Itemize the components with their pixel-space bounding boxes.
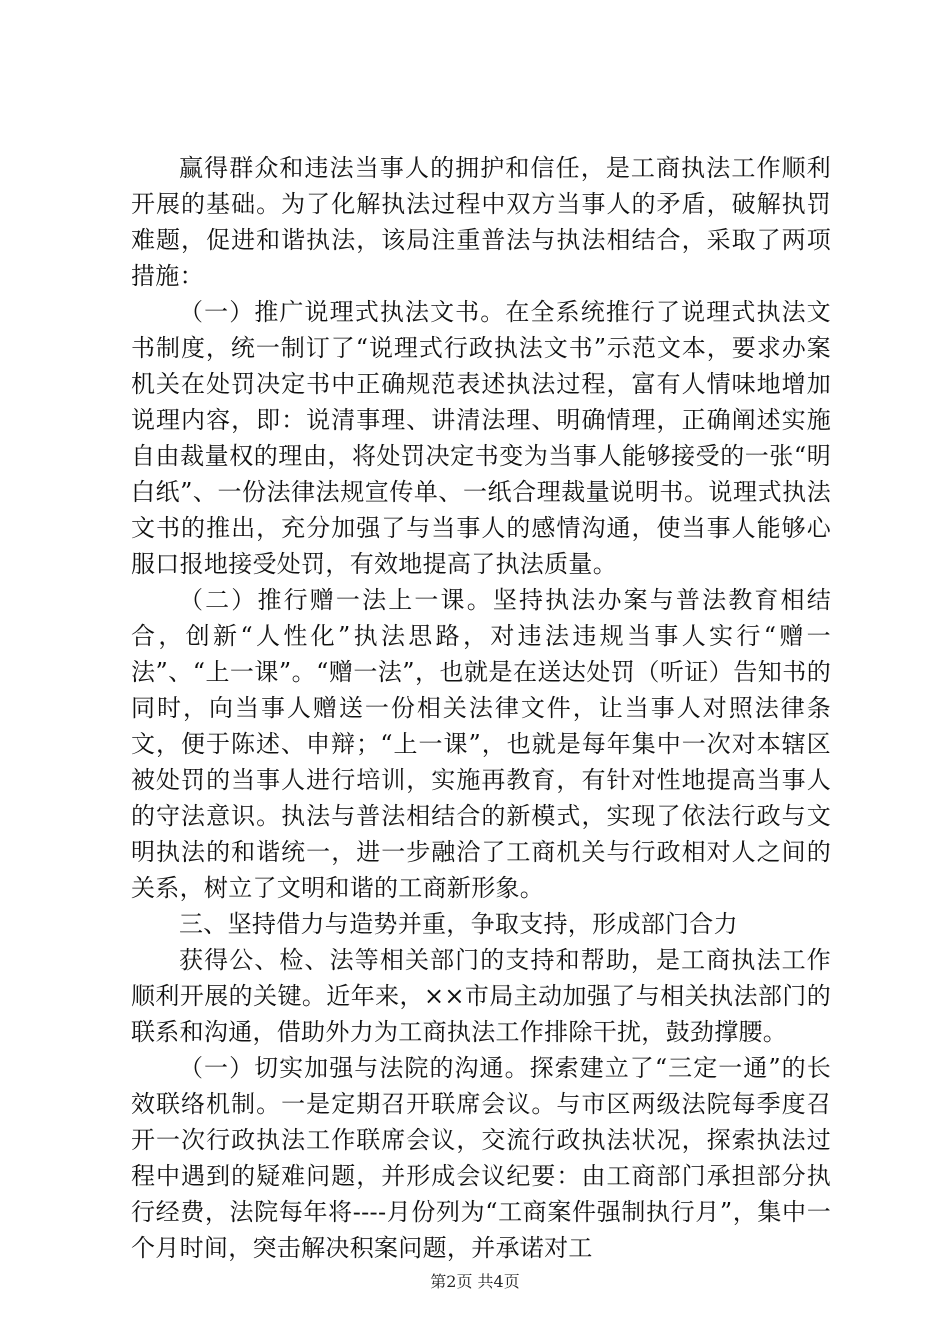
paragraph-section-3-intro: 获得公、检、法等相关部门的支持和帮助，是工商执法工作顺利开展的关键。近年来，××市局主动加强了与相关执法部门的联系和沟通，借助外力为工商执法工作排除干扰，鼓劲撑腰。: [131, 946, 831, 1046]
paragraph-item-court-communication: （一）切实加强与法院的沟通。探索建立了“三定一通”的长效联络机制。一是定期召开联席会议。与市区两级法院每季度召开一次行政执法工作联席会议，交流行政执法状况，探索执法过程中遇到的疑难问题，并形成会议纪要：由工商部门承担部分执行经费，法院每年将----月份列为“工商案件强制执行月”，集中一个月时间，突击解决积案问题，并承诺对工: [131, 1054, 831, 1262]
paragraph-item-2-gift-law-lesson: （二）推行赠一法上一课。坚持执法办案与普法教育相结合，创新“人性化”执法思路，对违法违规当事人实行“赠一法”、“上一课”。“赠一法”，也就是在送达处罚（听证）告知书的同时，向当事人赠送一份相关法律文件，让当事人对照法律条文，便于陈述、申辩；“上一课”，也就是每年集中一次对本辖区被处罚的当事人进行培训，实施再教育，有针对性地提高当事人的守法意识。执法与普法相结合的新模式，实现了依法行政与文明执法的和谐统一，进一步融洽了工商机关与行政相对人之间的关系，树立了文明和谐的工商新形象。: [131, 586, 831, 902]
page-footer: 第2页 共4页: [430, 1272, 520, 1291]
paragraph-item-1-reasoning-documents: （一）推广说理式执法文书。在全系统推行了说理式执法文书制度，统一制订了“说理式行政执法文书”示范文本，要求办案机关在处罚决定书中正确规范表述执法过程，富有人情味地增加说理内容，即：说清事理、讲清法理、明确情理，正确阐述实施自由裁量权的理由，将处罚决定书变为当事人能够接受的一张“明白纸”、一份法律法规宣传单、一纸合理裁量说明书。说理式执法文书的推出，充分加强了与当事人的感情沟通，使当事人能够心服口报地接受处罚，有效地提高了执法质量。: [131, 298, 831, 578]
paragraph-intro: 赢得群众和违法当事人的拥护和信任，是工商执法工作顺利开展的基础。为了化解执法过程中双方当事人的矛盾，破解执罚难题，促进和谐执法，该局注重普法与执法相结合，采取了两项措施：: [131, 154, 831, 290]
document-body: [131, 150, 831, 1266]
section-heading-3: 三、坚持借力与造势并重，争取支持，形成部门合力: [179, 910, 738, 938]
